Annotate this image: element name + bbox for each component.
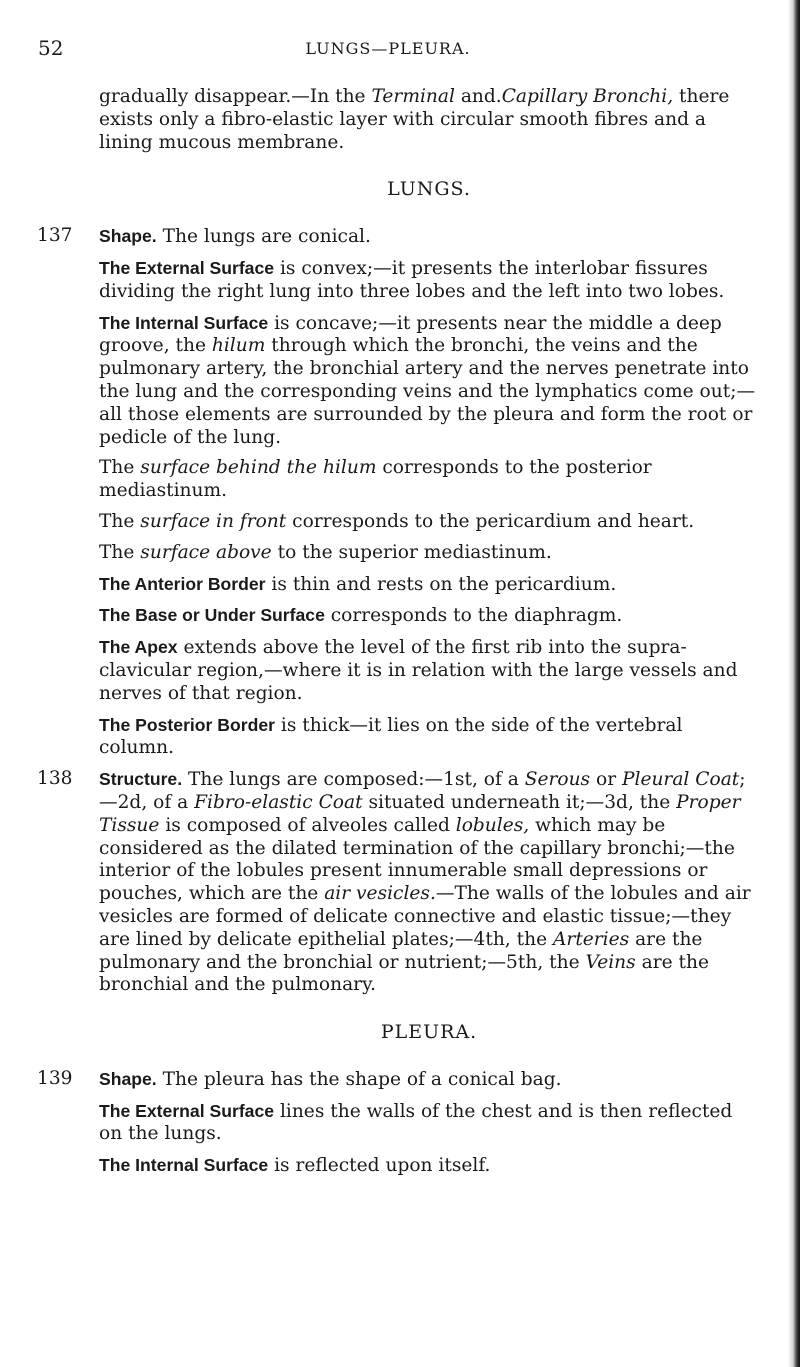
surface-above: The surface above to the superior mediastinum. [99,541,552,563]
page-edge-shadow [788,0,800,1367]
paragraph-137-shape: 137 Shape. The lungs are conical. [37,225,371,248]
pleura-internal-surface: The Internal Surface is reflected upon itself. [99,1155,491,1177]
section-heading-pleura: PLEURA. [380,1021,478,1044]
paragraph-number-139: 139 [37,1067,73,1089]
paragraph-number-138: 138 [37,768,73,790]
pleura-external-surface: The External Surface lines the walls of the chest and is then reflected on the lungs. [99,1100,733,1145]
page-number: 52 [38,36,64,60]
surface-in-front: The surface in front corresponds to the pericardium and heart. [99,510,695,532]
intro-paragraph: gradually disappear.—In the Terminal and.Capillary Bronchi, there exists only a fibro-elastic layer with circular smooth fibres and a lining mucous membrane. [99,86,730,153]
anterior-border: The Anterior Border is thin and rests on the pericardium. [99,573,617,595]
paragraph-139-shape: 139 Shape. The pleura has the shape of a conical bag. [37,1067,562,1090]
body-text [37,86,759,1186]
lungs-internal-surface: The Internal Surface is concave;—it presents near the middle a deep groove, the hilum through which the bronchi, the veins and the pulmonary artery, the bronchial artery and the nerves penetrate into the lung and the corresponding veins and the lymphatics come out;—all those elements are surrounded by the pleura and form the root or pedicle of the lung. [99,312,756,448]
base-under-surface: The Base or Under Surface corresponds to the diaphragm. [99,605,623,627]
page-header [38,36,738,60]
lungs-external-surface: The External Surface is convex;—it presents the interlobar fissures dividing the right lung into three lobes and the left into two lobes. [99,257,725,302]
posterior-border: The Posterior Border is thick—it lies on the side of the vertebral column. [99,714,683,759]
paragraph-138-structure: 138 Structure. The lungs are composed:—1st, of a Serous or Pleural Coat;—2d, of a Fibro-elastic Coat situated underneath it;—3d, the Proper Tissue is composed of alveoles called lobules, which may be considered as the dilated termination of the capillary bronchi;—the interior of the lobules present innumerable small depressions or pouches, which are the air vesicles.—The walls of the lobules and air vesicles are formed of delicate connective and elastic tissue;—they are lined by delicate epithelial plates;—4th, the Arteries are the pulmonary and the bronchial or nutrient;—5th, the Veins are the bronchial and the pulmonary. [37,768,751,996]
paragraph-number-137: 137 [37,225,73,247]
section-heading-lungs: LUNGS. [387,178,471,201]
running-title: LUNGS—PLEURA. [305,39,471,58]
apex: The Apex extends above the level of the first rib into the supra-clavicular region,—where it is in relation with the large vessels and nerves of that region. [99,637,738,704]
surface-behind-hilum: The surface behind the hilum corresponds to the posterior mediastinum. [99,457,652,502]
